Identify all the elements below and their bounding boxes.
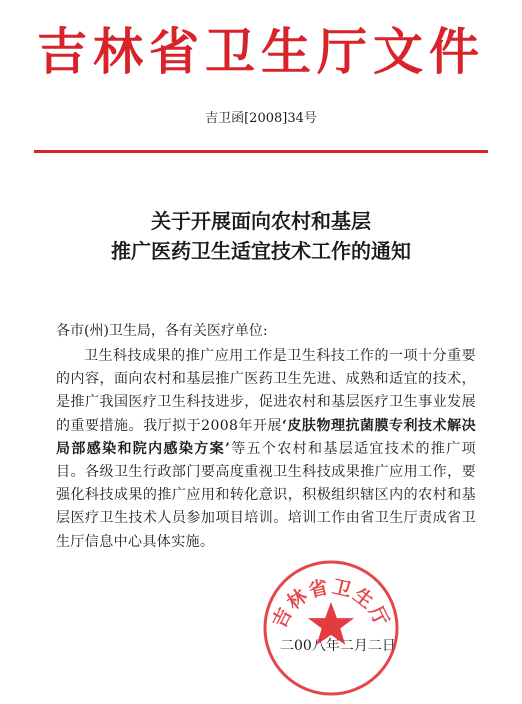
seal-text: 吉林省卫生厅 xyxy=(268,576,394,632)
salutation: 各市(州)卫生局，各有关医疗单位: xyxy=(56,323,268,339)
paragraph-text-part1: 卫生科技成果的推广应用工作是卫生科技工作的一项十分重要的内容，面向农村和基层推广医药卫生先进、成熟和适宜的技术，是推广我国医疗卫生科技进步，促进农村和基层医疗卫生事业发展的重要措施。我厅拟于2008年开展 xyxy=(56,348,476,434)
issue-date: 二00八年二月二日 xyxy=(280,638,396,654)
notice-title-line1: 关于开展面向农村和基层 xyxy=(151,209,371,233)
document-header-title: 吉林省卫生厅文件 xyxy=(37,22,485,81)
document-number: 吉卫函[2008]34号 xyxy=(205,111,317,126)
official-seal xyxy=(256,550,406,700)
notice-title-line2: 推广医药卫生适宜技术工作的通知 xyxy=(111,239,411,263)
header-divider xyxy=(34,150,488,153)
seal-star-icon xyxy=(308,602,354,645)
notice-body-paragraph xyxy=(56,345,476,554)
paragraph-project-name: ‘皮肤物理抗菌膜专利技术解决局部感染和院内感染方案’ xyxy=(56,417,476,457)
paragraph-text-part2: 等五个农村和基层适宜技术的推广项目。各级卫生行政部门要高度重视卫生科技成果推广应用工作，要强化科技成果的推广应用和转化意识，积极组织辖区内的农村和基层医疗卫生技术人员参加项目培训。培训工作由省卫生厅责成省卫生厅信息中心具体实施。 xyxy=(56,440,476,550)
